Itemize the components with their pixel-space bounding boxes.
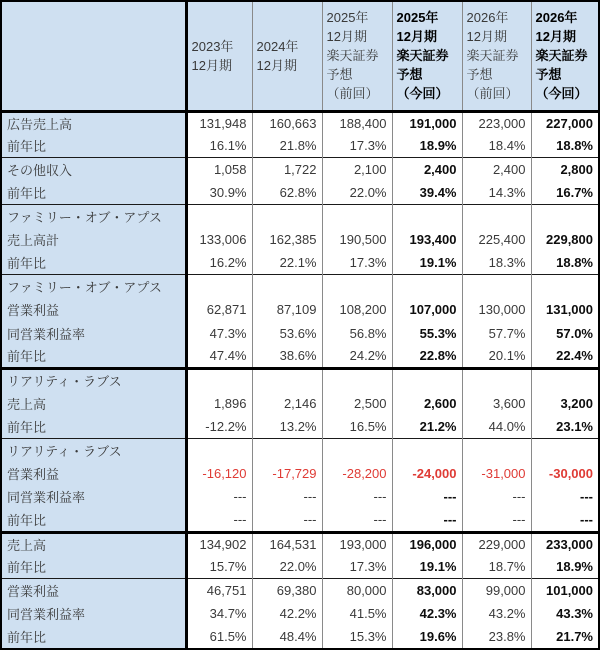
header-label-line: 楽天証券 <box>396 48 449 64</box>
value-cell <box>252 205 322 228</box>
header-label-line: 12月期 <box>466 29 507 45</box>
value-cell: 3,200 <box>531 392 599 415</box>
table-row <box>1 392 599 415</box>
value-cell: 62,871 <box>186 298 252 321</box>
value-cell: 53.6% <box>252 322 322 345</box>
value-cell <box>252 438 322 461</box>
value-cell: 18.8% <box>531 251 599 274</box>
header-label-line: 2024年 <box>256 38 299 54</box>
header-label-line: （今回） <box>535 86 588 102</box>
row-label: 前年比 <box>1 345 186 368</box>
value-cell: 19.1% <box>392 251 462 274</box>
value-cell: 62.8% <box>252 181 322 204</box>
header-label <box>188 4 252 108</box>
value-cell: 46,751 <box>186 579 252 602</box>
value-cell: 48.4% <box>252 626 322 649</box>
value-cell: 16.1% <box>186 134 252 157</box>
table-row <box>1 415 599 438</box>
value-cell: 2,400 <box>392 158 462 181</box>
value-cell: 43.3% <box>531 602 599 625</box>
value-cell <box>186 368 252 391</box>
table-row <box>1 298 599 321</box>
row-label: 同営業利益率 <box>1 485 186 508</box>
table-row <box>1 579 599 602</box>
row-label: 同営業利益率 <box>1 602 186 625</box>
value-cell: 19.1% <box>392 555 462 578</box>
value-cell: 190,500 <box>322 228 392 251</box>
row-label: リアリティ・ラブス <box>1 368 186 391</box>
value-cell: --- <box>186 485 252 508</box>
value-cell: 229,800 <box>531 228 599 251</box>
table-row <box>1 555 599 578</box>
table-row <box>1 251 599 274</box>
header-label-line: 2025年 <box>396 10 439 26</box>
value-cell: 18.3% <box>462 251 531 274</box>
value-cell: 20.1% <box>462 345 531 368</box>
header-label-line: （今回） <box>396 86 449 102</box>
header-corner-cell <box>1 1 186 111</box>
header-label <box>323 4 392 108</box>
value-cell: 134,902 <box>186 532 252 555</box>
row-label: ファミリー・オブ・アプス <box>1 275 186 298</box>
value-cell: 13.2% <box>252 415 322 438</box>
value-cell: 21.2% <box>392 415 462 438</box>
value-cell: 87,109 <box>252 298 322 321</box>
table-row <box>1 602 599 625</box>
value-cell: -30,000 <box>531 462 599 485</box>
value-cell: 57.7% <box>462 322 531 345</box>
header-label-line: 2025年 <box>326 10 369 26</box>
value-cell: 44.0% <box>462 415 531 438</box>
row-label: 前年比 <box>1 134 186 157</box>
row-label: ファミリー・オブ・アプス <box>1 205 186 228</box>
value-cell: 133,006 <box>186 228 252 251</box>
value-cell <box>531 438 599 461</box>
row-label: 前年比 <box>1 509 186 532</box>
value-cell: -12.2% <box>186 415 252 438</box>
value-cell: 130,000 <box>462 298 531 321</box>
value-cell: -28,200 <box>322 462 392 485</box>
value-cell: --- <box>322 509 392 532</box>
value-cell: 15.7% <box>186 555 252 578</box>
value-cell: --- <box>531 485 599 508</box>
table-row <box>1 228 599 251</box>
value-cell: --- <box>186 509 252 532</box>
value-cell: 193,000 <box>322 532 392 555</box>
value-cell: 1,058 <box>186 158 252 181</box>
row-label: 売上高 <box>1 392 186 415</box>
value-cell: --- <box>252 509 322 532</box>
value-cell: 19.6% <box>392 626 462 649</box>
value-cell <box>392 368 462 391</box>
table-row <box>1 158 599 181</box>
value-cell: 18.9% <box>531 555 599 578</box>
value-cell <box>531 205 599 228</box>
row-label: 前年比 <box>1 415 186 438</box>
header-label-line: （前回） <box>466 86 519 102</box>
header-label-line: 楽天証券 <box>466 48 519 64</box>
row-label: 広告売上高 <box>1 111 186 134</box>
value-cell <box>531 368 599 391</box>
header-col-3 <box>322 1 392 111</box>
value-cell <box>462 368 531 391</box>
value-cell: 191,000 <box>392 111 462 134</box>
table-row <box>1 205 599 228</box>
value-cell: 223,000 <box>462 111 531 134</box>
value-cell: 162,385 <box>252 228 322 251</box>
row-label: その他収入 <box>1 158 186 181</box>
value-cell: 22.1% <box>252 251 322 274</box>
value-cell: --- <box>531 509 599 532</box>
value-cell: 2,400 <box>462 158 531 181</box>
row-label: 営業利益 <box>1 298 186 321</box>
table-row <box>1 485 599 508</box>
value-cell: 196,000 <box>392 532 462 555</box>
value-cell: 99,000 <box>462 579 531 602</box>
value-cell: --- <box>462 509 531 532</box>
value-cell: 229,000 <box>462 532 531 555</box>
header-label-line: （前回） <box>326 86 379 102</box>
header-label <box>532 4 599 108</box>
value-cell: 2,600 <box>392 392 462 415</box>
value-cell: 101,000 <box>531 579 599 602</box>
table-row <box>1 368 599 391</box>
header-label-line: 2026年 <box>535 10 578 26</box>
value-cell: 164,531 <box>252 532 322 555</box>
value-cell: 23.8% <box>462 626 531 649</box>
header-label-line: 12月期 <box>396 29 437 45</box>
header-label-line: 2023年 <box>191 38 234 54</box>
value-cell: 41.5% <box>322 602 392 625</box>
row-label: 前年比 <box>1 555 186 578</box>
table-row <box>1 345 599 368</box>
value-cell: 225,400 <box>462 228 531 251</box>
value-cell: 42.3% <box>392 602 462 625</box>
value-cell <box>252 368 322 391</box>
value-cell: 23.1% <box>531 415 599 438</box>
value-cell: 16.7% <box>531 181 599 204</box>
value-cell: 108,200 <box>322 298 392 321</box>
value-cell: 16.5% <box>322 415 392 438</box>
header-row <box>1 1 599 111</box>
header-label-line: 2026年 <box>466 10 509 26</box>
value-cell: --- <box>462 485 531 508</box>
value-cell: 2,500 <box>322 392 392 415</box>
value-cell: -24,000 <box>392 462 462 485</box>
row-label: 営業利益 <box>1 462 186 485</box>
value-cell: 131,948 <box>186 111 252 134</box>
value-cell <box>322 438 392 461</box>
header-col-4 <box>392 1 462 111</box>
value-cell: 2,800 <box>531 158 599 181</box>
value-cell: 18.9% <box>392 134 462 157</box>
value-cell: 39.4% <box>392 181 462 204</box>
value-cell: 83,000 <box>392 579 462 602</box>
row-label: 同営業利益率 <box>1 322 186 345</box>
value-cell <box>186 205 252 228</box>
header-label-line: 12月期 <box>326 29 367 45</box>
value-cell: 233,000 <box>531 532 599 555</box>
value-cell: 22.0% <box>322 181 392 204</box>
value-cell <box>252 275 322 298</box>
value-cell: 80,000 <box>322 579 392 602</box>
value-cell: 193,400 <box>392 228 462 251</box>
value-cell: 131,000 <box>531 298 599 321</box>
value-cell <box>462 438 531 461</box>
table-row <box>1 462 599 485</box>
value-cell: 188,400 <box>322 111 392 134</box>
value-cell <box>392 438 462 461</box>
row-label: 売上高 <box>1 532 186 555</box>
value-cell: -17,729 <box>252 462 322 485</box>
value-cell <box>392 205 462 228</box>
table-row <box>1 322 599 345</box>
value-cell: 2,100 <box>322 158 392 181</box>
row-label: 売上高計 <box>1 228 186 251</box>
value-cell: --- <box>252 485 322 508</box>
header-label <box>463 4 531 108</box>
value-cell <box>392 275 462 298</box>
value-cell <box>462 275 531 298</box>
table-row <box>1 626 599 649</box>
header-label-line: 12月期 <box>191 57 232 73</box>
value-cell: 18.4% <box>462 134 531 157</box>
value-cell: 47.3% <box>186 322 252 345</box>
value-cell: 18.7% <box>462 555 531 578</box>
header-col-1 <box>186 1 252 111</box>
value-cell: 3,600 <box>462 392 531 415</box>
value-cell: 17.3% <box>322 251 392 274</box>
value-cell: 22.4% <box>531 345 599 368</box>
value-cell: -16,120 <box>186 462 252 485</box>
value-cell: --- <box>392 485 462 508</box>
header-label-line: 予想 <box>535 67 562 83</box>
value-cell: 24.2% <box>322 345 392 368</box>
header-col-6 <box>531 1 599 111</box>
value-cell: 21.8% <box>252 134 322 157</box>
table-row <box>1 181 599 204</box>
header-label-line: 予想 <box>466 67 493 83</box>
value-cell <box>322 275 392 298</box>
value-cell: 17.3% <box>322 555 392 578</box>
value-cell: 43.2% <box>462 602 531 625</box>
row-label: 前年比 <box>1 251 186 274</box>
value-cell: 1,722 <box>252 158 322 181</box>
value-cell <box>322 368 392 391</box>
value-cell: 42.2% <box>252 602 322 625</box>
value-cell: 15.3% <box>322 626 392 649</box>
header-label-line: 楽天証券 <box>326 48 379 64</box>
value-cell: --- <box>392 509 462 532</box>
value-cell <box>186 275 252 298</box>
value-cell <box>186 438 252 461</box>
table-row <box>1 111 599 134</box>
header-col-2 <box>252 1 322 111</box>
value-cell: 55.3% <box>392 322 462 345</box>
header-label-line: 12月期 <box>256 57 297 73</box>
value-cell: 2,146 <box>252 392 322 415</box>
value-cell: 56.8% <box>322 322 392 345</box>
header-label-line: 予想 <box>396 67 423 83</box>
header-label-line: 12月期 <box>535 29 576 45</box>
table-row <box>1 532 599 555</box>
value-cell: 227,000 <box>531 111 599 134</box>
table-row <box>1 134 599 157</box>
row-label: 営業利益 <box>1 579 186 602</box>
table-row <box>1 275 599 298</box>
table-row <box>1 438 599 461</box>
value-cell: 47.4% <box>186 345 252 368</box>
value-cell: -31,000 <box>462 462 531 485</box>
value-cell: 17.3% <box>322 134 392 157</box>
value-cell <box>462 205 531 228</box>
row-label: 前年比 <box>1 626 186 649</box>
header-label <box>393 4 462 108</box>
value-cell <box>531 275 599 298</box>
header-label-line: 楽天証券 <box>535 48 588 64</box>
value-cell: 107,000 <box>392 298 462 321</box>
value-cell: 38.6% <box>252 345 322 368</box>
value-cell: 57.0% <box>531 322 599 345</box>
value-cell: 18.8% <box>531 134 599 157</box>
value-cell: 69,380 <box>252 579 322 602</box>
value-cell: 160,663 <box>252 111 322 134</box>
value-cell <box>322 205 392 228</box>
value-cell: 22.8% <box>392 345 462 368</box>
value-cell: --- <box>322 485 392 508</box>
value-cell: 14.3% <box>462 181 531 204</box>
header-label <box>253 4 322 108</box>
row-label: 前年比 <box>1 181 186 204</box>
row-label: リアリティ・ラブス <box>1 438 186 461</box>
value-cell: 34.7% <box>186 602 252 625</box>
value-cell: 30.9% <box>186 181 252 204</box>
value-cell: 1,896 <box>186 392 252 415</box>
header-col-5 <box>462 1 531 111</box>
value-cell: 16.2% <box>186 251 252 274</box>
header-label-line: 予想 <box>326 67 353 83</box>
value-cell: 22.0% <box>252 555 322 578</box>
value-cell: 21.7% <box>531 626 599 649</box>
table-row <box>1 509 599 532</box>
value-cell: 61.5% <box>186 626 252 649</box>
table-body <box>1 111 599 649</box>
